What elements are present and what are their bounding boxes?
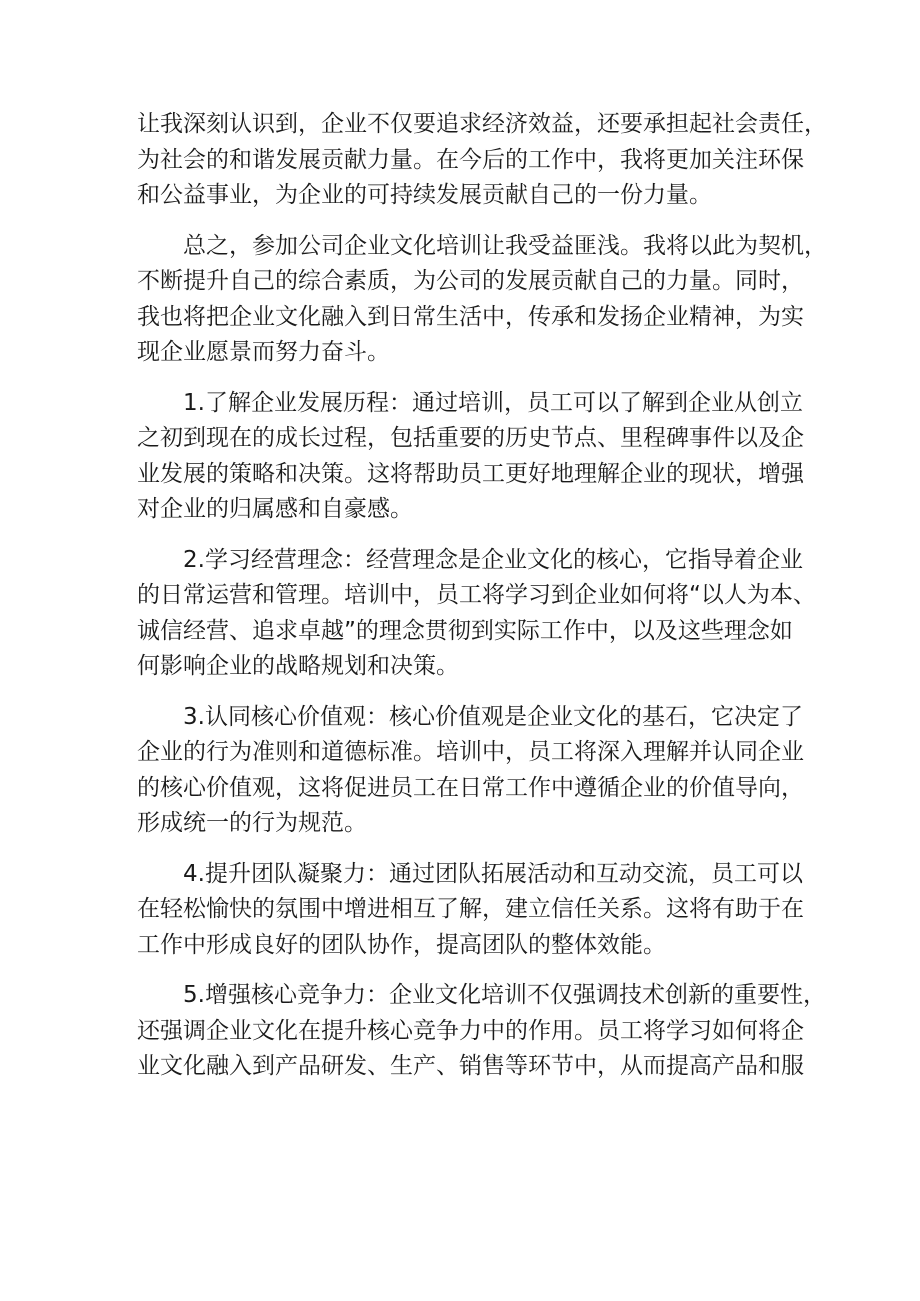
text-line: 不断提升自己的综合素质，为公司的发展贡献自己的力量。同时，: [137, 268, 804, 294]
paragraph-conclusion: [137, 229, 827, 371]
text-line: 形成统一的行为规范。: [137, 810, 367, 836]
paragraph-item-5: [137, 978, 826, 1085]
text-line: 3.认同核心价值观：核心价值观是企业文化的基石，它决定了: [137, 703, 803, 730]
text-line: 2.学习经营理念：经营理念是企业文化的核心，它指导着企业: [137, 546, 803, 573]
text-line: 的核心价值观，这将促进员工在日常工作中遵循企业的价值导向，: [137, 774, 804, 801]
paragraph-item-4: [137, 857, 804, 964]
text-line: 总之，参加公司企业文化培训让我受益匪浅。我将以此为契机，: [137, 232, 827, 259]
text-line: 1.了解企业发展历程：通过培训，员工可以了解到企业从创立: [137, 389, 803, 416]
paragraph-item-2: [137, 543, 816, 685]
text-line: 诚信经营、追求卓越”的理念贯彻到实际工作中，以及这些理念如: [137, 617, 793, 644]
text-line: 和公益事业，为企业的可持续发展贡献自己的一份力量。: [137, 182, 712, 208]
text-line: 企业的行为准则和道德标准。培训中，员工将深入理解并认同企业: [137, 739, 804, 765]
text-line: 工作中形成良好的团队协作，提高团队的整体效能。: [137, 931, 666, 958]
text-line: 现企业愿景而努力奋斗。: [137, 339, 390, 365]
text-line: 何影响企业的战略规划和决策。: [137, 653, 459, 679]
text-line: 为社会的和谐发展贡献力量。在今后的工作中，我将更加关注环保: [137, 146, 804, 173]
text-line: 5.增强核心竞争力：企业文化培训不仅强调技术创新的重要性，: [137, 982, 826, 1008]
text-line: 对企业的归属感和自豪感。: [137, 496, 413, 522]
document-body: [137, 107, 827, 1100]
text-line: 业文化融入到产品研发、生产、销售等环节中，从而提高产品和服: [137, 1053, 804, 1079]
text-line: 还强调企业文化在提升核心竞争力中的作用。员工将学习如何将企: [137, 1017, 804, 1044]
paragraph-social-responsibility: [137, 107, 827, 214]
paragraph-item-1: [137, 386, 804, 528]
text-line: 之初到现在的成长过程，包括重要的历史节点、里程碑事件以及企: [137, 425, 804, 451]
text-line: 让我深刻认识到，企业不仅要追求经济效益，还要承担起社会责任，: [137, 111, 827, 137]
text-line: 的日常运营和管理。培训中，员工将学习到企业如何将“以人为本、: [137, 582, 816, 608]
text-line: 业发展的策略和决策。这将帮助员工更好地理解企业的现状，增强: [137, 460, 804, 487]
text-line: 我也将把企业文化融入到日常生活中，传承和发扬企业精神，为实: [137, 303, 804, 330]
text-line: 4.提升团队凝聚力：通过团队拓展活动和互动交流，员工可以: [137, 860, 803, 887]
paragraph-item-3: [137, 700, 804, 842]
text-line: 在轻松愉快的氛围中增进相互了解，建立信任关系。这将有助于在: [137, 896, 804, 922]
